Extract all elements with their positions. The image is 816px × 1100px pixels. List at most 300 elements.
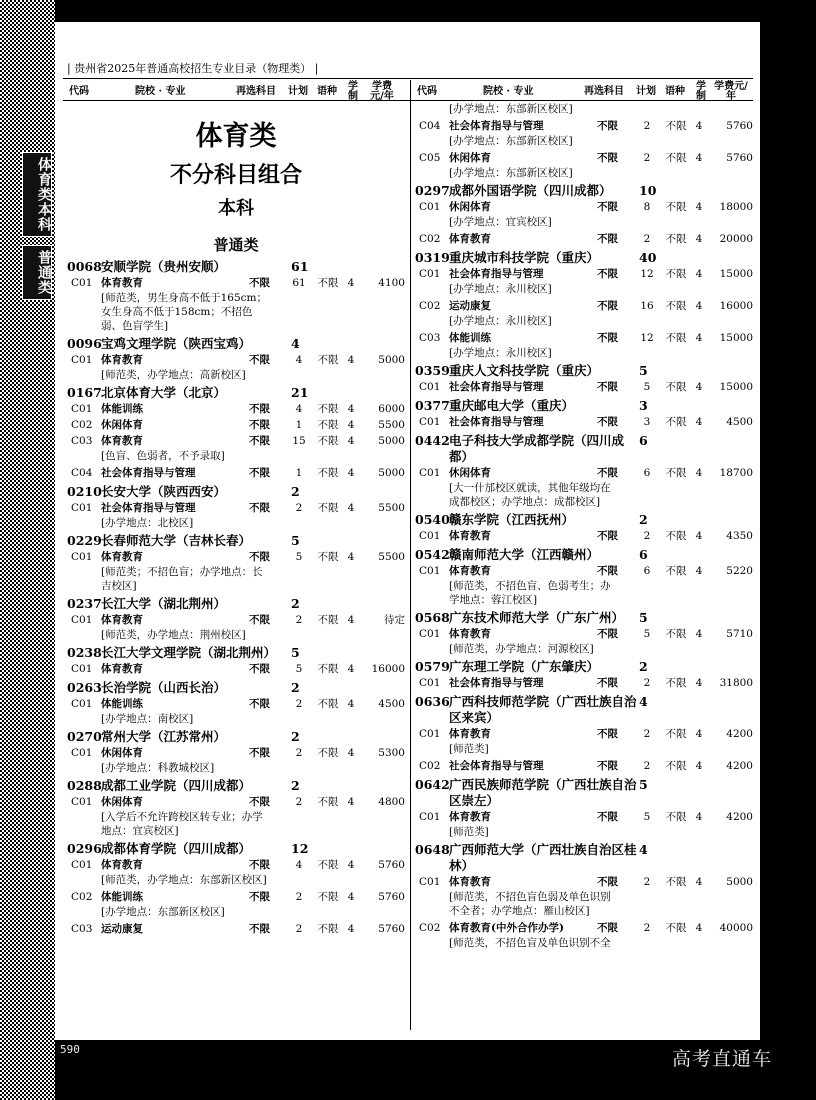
major-subject: 不限 bbox=[597, 876, 618, 888]
major-row bbox=[415, 528, 753, 544]
major-code: C01 bbox=[419, 268, 441, 280]
major-name: 体育教育 bbox=[449, 811, 491, 823]
major-plan: 5 bbox=[643, 811, 651, 823]
school-count: 5 bbox=[291, 645, 300, 660]
school-code: 0288 bbox=[67, 778, 102, 793]
major-note: [办学地点：北校区] bbox=[101, 517, 194, 529]
major-note: [色盲、色弱者，不予录取] bbox=[101, 450, 225, 462]
major-language: 不限 bbox=[317, 502, 339, 514]
school-row bbox=[415, 433, 753, 465]
major-language: 不限 bbox=[665, 300, 687, 312]
major-language: 不限 bbox=[317, 551, 339, 563]
major-row bbox=[67, 500, 405, 516]
major-years: 4 bbox=[695, 120, 703, 132]
major-note: [办学地点：宜宾校区] bbox=[449, 216, 552, 228]
major-years: 4 bbox=[695, 300, 703, 312]
school-list-left bbox=[67, 259, 405, 937]
major-language: 不限 bbox=[317, 403, 339, 415]
school-name: 成都体育学院（四川成都） bbox=[101, 841, 252, 856]
major-name: 休闲体育 bbox=[101, 796, 143, 808]
school-row bbox=[67, 680, 405, 696]
hdr-school-right: 院校 · 专业 bbox=[483, 86, 534, 97]
school-code: 0237 bbox=[67, 596, 102, 611]
school-row bbox=[415, 842, 753, 874]
major-language: 不限 bbox=[317, 698, 339, 710]
school-name: 成都外国语学院（四川成都） bbox=[449, 183, 612, 198]
hdr-lang-left: 语种 bbox=[317, 86, 337, 97]
major-code: C01 bbox=[71, 796, 93, 808]
major-fee: 16000 bbox=[371, 663, 405, 675]
major-fee: 5500 bbox=[378, 551, 405, 563]
major-code: C02 bbox=[419, 300, 441, 312]
major-code: C04 bbox=[71, 467, 93, 479]
major-subject: 不限 bbox=[249, 467, 270, 479]
major-plan: 2 bbox=[295, 923, 303, 935]
major-row bbox=[415, 563, 753, 579]
school-count: 5 bbox=[639, 610, 648, 625]
major-note: [办学地点：永川校区] bbox=[449, 283, 552, 295]
school-code: 0648 bbox=[415, 842, 450, 857]
major-name: 体育教育 bbox=[449, 530, 491, 542]
major-row bbox=[415, 150, 753, 166]
major-years: 4 bbox=[695, 760, 703, 772]
school-list-right bbox=[415, 102, 753, 950]
school-count: 2 bbox=[291, 778, 300, 793]
major-code: C01 bbox=[419, 677, 441, 689]
school-code: 0359 bbox=[415, 363, 450, 378]
hdr-code-left: 代码 bbox=[69, 86, 89, 97]
school-code: 0296 bbox=[67, 841, 102, 856]
watermark: 高考直通车 bbox=[672, 1048, 773, 1070]
major-fee: 5220 bbox=[726, 565, 753, 577]
school-name: 长江大学文理学院（湖北荆州） bbox=[101, 645, 277, 660]
major-fee: 5760 bbox=[726, 120, 753, 132]
school-row bbox=[415, 547, 753, 563]
major-fee: 20000 bbox=[719, 233, 753, 245]
major-language: 不限 bbox=[665, 120, 687, 132]
major-language: 不限 bbox=[665, 876, 687, 888]
school-row bbox=[67, 336, 405, 352]
major-subject: 不限 bbox=[597, 922, 618, 934]
major-fee: 40000 bbox=[719, 922, 753, 934]
major-language: 不限 bbox=[317, 796, 339, 808]
major-plan: 2 bbox=[643, 760, 651, 772]
major-subject: 不限 bbox=[249, 698, 270, 710]
major-fee: 31800 bbox=[719, 677, 753, 689]
major-language: 不限 bbox=[665, 628, 687, 640]
major-note: [师范类，不招色盲、色弱考生；办学地点：蓉江校区] bbox=[449, 580, 611, 606]
hdr-subject-right: 再选科目 bbox=[584, 86, 624, 97]
major-name: 社会体育指导与管理 bbox=[449, 677, 544, 689]
school-code: 0096 bbox=[67, 336, 102, 351]
major-row bbox=[67, 857, 405, 873]
major-row bbox=[67, 549, 405, 565]
school-count: 2 bbox=[639, 512, 648, 527]
major-code: C01 bbox=[71, 403, 93, 415]
major-subject: 不限 bbox=[597, 120, 618, 132]
major-years: 4 bbox=[695, 381, 703, 393]
major-code: C02 bbox=[71, 891, 93, 903]
major-years: 4 bbox=[347, 435, 355, 447]
school-count: 6 bbox=[639, 433, 648, 448]
major-subject: 不限 bbox=[597, 300, 618, 312]
school-code: 0263 bbox=[67, 680, 102, 695]
major-row bbox=[415, 231, 753, 247]
major-name: 体育教育 bbox=[449, 728, 491, 740]
major-language: 不限 bbox=[665, 728, 687, 740]
school-code: 0642 bbox=[415, 777, 450, 792]
school-count: 3 bbox=[639, 398, 648, 413]
school-name: 常州大学（江苏常州） bbox=[101, 729, 227, 744]
major-name: 休闲体育 bbox=[101, 419, 143, 431]
school-count: 2 bbox=[639, 659, 648, 674]
school-code: 0229 bbox=[67, 533, 102, 548]
school-code: 0297 bbox=[415, 183, 450, 198]
major-row bbox=[415, 199, 753, 215]
major-name: 体育教育 bbox=[101, 663, 143, 675]
major-subject: 不限 bbox=[597, 628, 618, 640]
major-language: 不限 bbox=[317, 419, 339, 431]
major-note: [办学地点：永川校区] bbox=[449, 315, 552, 327]
major-language: 不限 bbox=[665, 565, 687, 577]
major-fee: 4200 bbox=[726, 760, 753, 772]
running-head: | 贵州省2025年普通高校招生专业目录（物理类） | bbox=[67, 62, 319, 75]
major-language: 不限 bbox=[317, 435, 339, 447]
major-row bbox=[415, 465, 753, 481]
major-plan: 1 bbox=[295, 419, 303, 431]
major-fee: 4500 bbox=[726, 416, 753, 428]
major-years: 4 bbox=[347, 467, 355, 479]
left-column bbox=[67, 102, 405, 937]
major-years: 4 bbox=[347, 277, 355, 289]
major-name: 运动康复 bbox=[101, 923, 143, 935]
major-subject: 不限 bbox=[249, 923, 270, 935]
major-subject: 不限 bbox=[597, 201, 618, 213]
major-row bbox=[415, 874, 753, 890]
major-fee: 5500 bbox=[378, 419, 405, 431]
major-language: 不限 bbox=[317, 663, 339, 675]
major-fee: 6000 bbox=[378, 403, 405, 415]
major-name: 体育教育 bbox=[101, 614, 143, 626]
school-name: 重庆人文科技学院（重庆） bbox=[449, 363, 600, 378]
major-note: [办学地点：东部新区校区] bbox=[101, 906, 225, 918]
major-subject: 不限 bbox=[597, 332, 618, 344]
major-row bbox=[415, 920, 753, 936]
major-row bbox=[67, 352, 405, 368]
major-name: 体能训练 bbox=[101, 698, 143, 710]
major-plan: 2 bbox=[295, 796, 303, 808]
school-name: 电子科技大学成都学院（四川成都） bbox=[449, 433, 625, 464]
major-code: C01 bbox=[71, 502, 93, 514]
major-fee: 18000 bbox=[719, 201, 753, 213]
school-count: 4 bbox=[639, 694, 648, 709]
major-plan: 6 bbox=[643, 467, 651, 479]
major-row bbox=[67, 794, 405, 810]
school-name: 广西科技师范学院（广西壮族自治区来宾） bbox=[449, 694, 637, 725]
school-count: 5 bbox=[639, 777, 648, 792]
school-row bbox=[415, 363, 753, 379]
major-fee: 5500 bbox=[378, 502, 405, 514]
major-note: [师范类，办学地点：荆州校区] bbox=[101, 629, 246, 641]
major-name: 社会体育指导与管理 bbox=[449, 760, 544, 772]
school-code: 0238 bbox=[67, 645, 102, 660]
major-plan: 2 bbox=[295, 698, 303, 710]
hdr-plan-right: 计划 bbox=[636, 86, 656, 97]
school-count: 5 bbox=[291, 533, 300, 548]
major-name: 社会体育指导与管理 bbox=[449, 381, 544, 393]
major-fee: 5000 bbox=[726, 876, 753, 888]
major-years: 4 bbox=[347, 614, 355, 626]
major-subject: 不限 bbox=[597, 152, 618, 164]
major-language: 不限 bbox=[317, 614, 339, 626]
major-language: 不限 bbox=[665, 677, 687, 689]
hdr-fee-left: 学费元/年 bbox=[370, 81, 394, 102]
major-plan: 4 bbox=[295, 403, 303, 415]
major-years: 4 bbox=[695, 268, 703, 280]
major-subject: 不限 bbox=[249, 859, 270, 871]
school-name: 重庆城市科技学院（重庆） bbox=[449, 250, 600, 265]
major-subject: 不限 bbox=[597, 381, 618, 393]
school-count: 61 bbox=[291, 259, 309, 274]
major-subject: 不限 bbox=[249, 435, 270, 447]
major-code: C01 bbox=[71, 859, 93, 871]
school-code: 0068 bbox=[67, 259, 102, 274]
major-subject: 不限 bbox=[249, 403, 270, 415]
major-code: C01 bbox=[71, 747, 93, 759]
major-plan: 12 bbox=[640, 268, 654, 280]
major-row bbox=[415, 379, 753, 395]
major-fee: 4200 bbox=[726, 728, 753, 740]
school-code: 0568 bbox=[415, 610, 450, 625]
major-years: 4 bbox=[347, 403, 355, 415]
major-language: 不限 bbox=[665, 332, 687, 344]
major-note: [师范类] bbox=[449, 743, 489, 755]
major-name: 体能训练 bbox=[101, 891, 143, 903]
major-fee: 5300 bbox=[378, 747, 405, 759]
major-note: [办学地点：东部新区校区] bbox=[449, 135, 573, 147]
major-subject: 不限 bbox=[597, 565, 618, 577]
major-plan: 2 bbox=[643, 728, 651, 740]
major-name: 体能训练 bbox=[101, 403, 143, 415]
major-years: 4 bbox=[695, 728, 703, 740]
major-plan: 16 bbox=[640, 300, 654, 312]
major-years: 4 bbox=[347, 923, 355, 935]
major-years: 4 bbox=[695, 233, 703, 245]
school-name: 广东理工学院（广东肇庆） bbox=[449, 659, 600, 674]
school-name: 安顺学院（贵州安顺） bbox=[101, 259, 227, 274]
major-name: 体育教育 bbox=[449, 565, 491, 577]
school-code: 0167 bbox=[67, 385, 102, 400]
major-note: [师范类；不招色盲；办学地点：长吉校区] bbox=[101, 566, 263, 592]
major-note: [师范类，不招色盲及单色识别不全 bbox=[449, 937, 611, 949]
major-name: 社会体育指导与管理 bbox=[449, 120, 544, 132]
major-language: 不限 bbox=[317, 891, 339, 903]
school-count: 4 bbox=[639, 842, 648, 857]
major-subject: 不限 bbox=[249, 747, 270, 759]
right-column bbox=[415, 102, 753, 952]
major-code: C02 bbox=[419, 760, 441, 772]
major-code: C01 bbox=[419, 811, 441, 823]
page-title: 体育类 bbox=[195, 121, 277, 152]
major-plan: 3 bbox=[643, 416, 651, 428]
major-fee: 4200 bbox=[726, 811, 753, 823]
major-code: C01 bbox=[419, 565, 441, 577]
hdr-years-right: 学制 bbox=[696, 81, 706, 102]
major-years: 4 bbox=[347, 891, 355, 903]
major-fee: 4500 bbox=[378, 698, 405, 710]
major-code: C01 bbox=[419, 876, 441, 888]
document-page bbox=[55, 22, 760, 1040]
major-name: 社会体育指导与管理 bbox=[449, 268, 544, 280]
major-note: [师范类] bbox=[449, 826, 489, 838]
major-plan: 5 bbox=[643, 628, 651, 640]
major-subject: 不限 bbox=[597, 760, 618, 772]
major-language: 不限 bbox=[665, 381, 687, 393]
major-years: 4 bbox=[695, 922, 703, 934]
major-language: 不限 bbox=[665, 268, 687, 280]
school-name: 长春师范大学（吉林长春） bbox=[101, 533, 252, 548]
major-code: C03 bbox=[419, 332, 441, 344]
major-code: C02 bbox=[419, 233, 441, 245]
major-years: 4 bbox=[695, 677, 703, 689]
major-fee: 5710 bbox=[726, 628, 753, 640]
major-subject: 不限 bbox=[249, 891, 270, 903]
major-code: C01 bbox=[71, 698, 93, 710]
major-code: C01 bbox=[419, 416, 441, 428]
school-row bbox=[415, 777, 753, 809]
major-row bbox=[67, 661, 405, 677]
school-name: 广东技术师范大学（广东广州） bbox=[449, 610, 625, 625]
header-rule-bottom bbox=[63, 100, 753, 101]
hdr-fee-right: 学费元/年 bbox=[714, 81, 748, 102]
major-name: 休闲体育 bbox=[449, 152, 491, 164]
school-count: 2 bbox=[291, 484, 300, 499]
major-language: 不限 bbox=[665, 152, 687, 164]
major-code: C01 bbox=[71, 277, 93, 289]
major-row bbox=[415, 298, 753, 314]
major-note: [师范类，办学地点：东部新区校区] bbox=[101, 874, 267, 886]
major-years: 4 bbox=[347, 354, 355, 366]
major-plan: 2 bbox=[295, 502, 303, 514]
major-row bbox=[415, 330, 753, 346]
major-name: 休闲体育 bbox=[449, 201, 491, 213]
major-subject: 不限 bbox=[597, 677, 618, 689]
major-subject: 不限 bbox=[249, 354, 270, 366]
major-code: C01 bbox=[71, 551, 93, 563]
school-name: 重庆邮电大学（重庆） bbox=[449, 398, 575, 413]
major-code: C01 bbox=[419, 728, 441, 740]
major-years: 4 bbox=[695, 416, 703, 428]
page-number: 590 bbox=[60, 1043, 80, 1056]
school-name: 广西民族师范学院（广西壮族自治区崇左） bbox=[449, 777, 637, 808]
school-row bbox=[67, 645, 405, 661]
major-plan: 8 bbox=[643, 201, 651, 213]
major-plan: 2 bbox=[295, 614, 303, 626]
major-row bbox=[415, 266, 753, 282]
school-row bbox=[67, 484, 405, 500]
major-note: [办学地点：东部新区校区] bbox=[449, 103, 573, 115]
school-name: 北京体育大学（北京） bbox=[101, 385, 227, 400]
major-years: 4 bbox=[695, 811, 703, 823]
school-count: 4 bbox=[291, 336, 300, 351]
major-code: C05 bbox=[419, 152, 441, 164]
major-code: C01 bbox=[419, 381, 441, 393]
major-name: 休闲体育 bbox=[449, 467, 491, 479]
major-fee: 5000 bbox=[378, 467, 405, 479]
major-row bbox=[67, 433, 405, 449]
major-plan: 1 bbox=[295, 467, 303, 479]
major-subject: 不限 bbox=[249, 796, 270, 808]
school-code: 0442 bbox=[415, 433, 450, 448]
major-name: 体育教育 bbox=[101, 859, 143, 871]
major-plan: 5 bbox=[643, 381, 651, 393]
major-fee: 5760 bbox=[378, 859, 405, 871]
major-plan: 2 bbox=[643, 233, 651, 245]
major-plan: 6 bbox=[643, 565, 651, 577]
school-row bbox=[67, 729, 405, 745]
major-plan: 2 bbox=[643, 677, 651, 689]
major-years: 4 bbox=[695, 332, 703, 344]
major-name: 休闲体育 bbox=[101, 747, 143, 759]
side-tab-general: 普通类 bbox=[22, 245, 52, 300]
major-subject: 不限 bbox=[249, 551, 270, 563]
major-name: 社会体育指导与管理 bbox=[449, 416, 544, 428]
school-code: 0319 bbox=[415, 250, 450, 265]
major-row bbox=[415, 758, 753, 774]
school-count: 2 bbox=[291, 596, 300, 611]
major-years: 4 bbox=[695, 467, 703, 479]
hdr-code-right: 代码 bbox=[417, 86, 437, 97]
major-years: 4 bbox=[695, 201, 703, 213]
major-row bbox=[67, 465, 405, 481]
major-code: C01 bbox=[71, 354, 93, 366]
major-years: 4 bbox=[347, 551, 355, 563]
school-row bbox=[415, 694, 753, 726]
major-years: 4 bbox=[695, 876, 703, 888]
major-fee: 15000 bbox=[719, 268, 753, 280]
major-note: [入学后不允许跨校区转专业；办学地点：宜宾校区] bbox=[101, 811, 263, 837]
school-count: 6 bbox=[639, 547, 648, 562]
major-years: 4 bbox=[347, 419, 355, 431]
major-note: [办学地点：永川校区] bbox=[449, 347, 552, 359]
major-language: 不限 bbox=[665, 467, 687, 479]
major-subject: 不限 bbox=[249, 502, 270, 514]
major-language: 不限 bbox=[317, 354, 339, 366]
major-subject: 不限 bbox=[597, 233, 618, 245]
major-years: 4 bbox=[695, 530, 703, 542]
major-fee: 5760 bbox=[378, 923, 405, 935]
school-count: 10 bbox=[639, 183, 657, 198]
major-years: 4 bbox=[695, 628, 703, 640]
school-count: 2 bbox=[291, 680, 300, 695]
major-plan: 15 bbox=[292, 435, 306, 447]
school-code: 0540 bbox=[415, 512, 450, 527]
major-fee: 15000 bbox=[719, 381, 753, 393]
major-plan: 2 bbox=[295, 747, 303, 759]
major-subject: 不限 bbox=[249, 419, 270, 431]
major-row bbox=[67, 275, 405, 291]
school-count: 12 bbox=[291, 841, 309, 856]
major-row bbox=[67, 612, 405, 628]
major-subject: 不限 bbox=[597, 467, 618, 479]
hdr-years-left: 学制 bbox=[348, 81, 358, 102]
major-language: 不限 bbox=[317, 923, 339, 935]
major-language: 不限 bbox=[665, 201, 687, 213]
major-row bbox=[415, 414, 753, 430]
school-code: 0542 bbox=[415, 547, 450, 562]
major-plan: 5 bbox=[295, 551, 303, 563]
major-plan: 4 bbox=[295, 354, 303, 366]
